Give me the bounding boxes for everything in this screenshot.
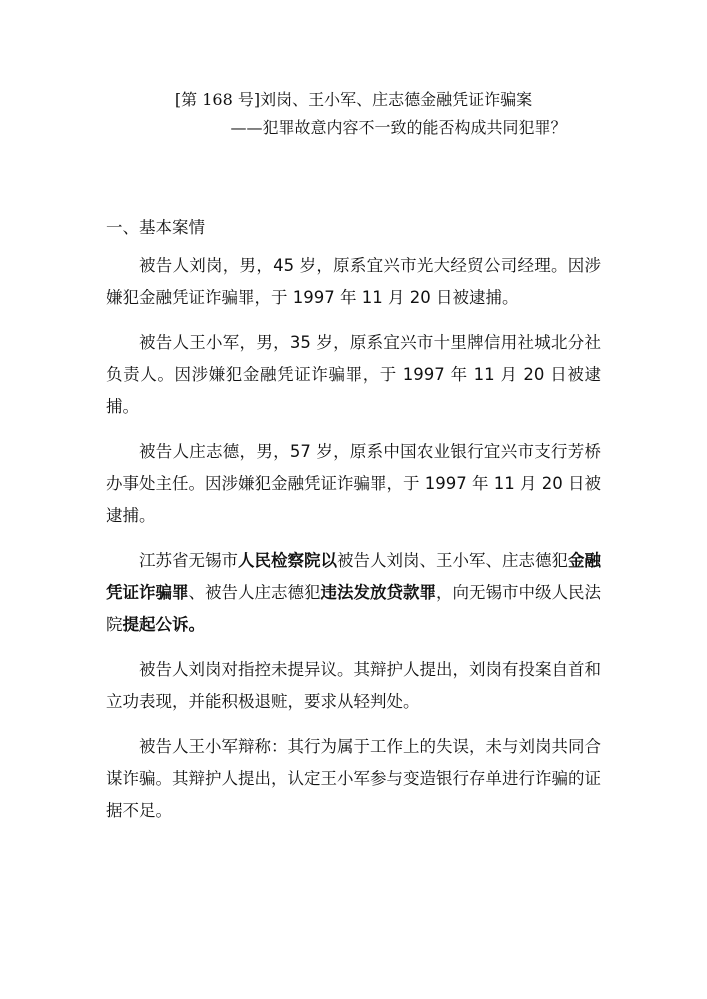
paragraph-wang-defense: 被告人王小军辩称：其行为属于工作上的失误，未与刘岗共同合谋诈骗。其辩护人提出，认定王小军参与变造银行存单进行诈骗的证据不足。 (106, 737, 601, 820)
indictment-text-2: 被告人刘岗、王小军、庄志德犯 (337, 551, 568, 570)
indictment-text-3: 、被告人庄志德犯 (188, 583, 321, 602)
paragraph-indictment (106, 545, 601, 641)
section-heading: 一、基本案情 (106, 218, 205, 237)
document-title: [第 168 号]刘岗、王小军、庄志德金融凭证诈骗案 (174, 90, 533, 109)
paragraph-defendant-liu: 被告人刘岗，男，45 岁，原系宜兴市光大经贸公司经理。因涉嫌犯金融凭证诈骗罪，于 1997 年 11 月 20 日被逮捕。 (106, 256, 601, 307)
indictment-text-1: 江苏省无锡市 (139, 551, 238, 570)
document-subtitle: ——犯罪故意内容不一致的能否构成共同犯罪？ (230, 118, 567, 137)
indictment-bold-procuratorate: 人民检察院以 (238, 551, 337, 570)
document-body (106, 212, 601, 840)
indictment-text-4: ，向无锡市中级人民法院 (106, 583, 601, 634)
paragraph-defendant-wang: 被告人王小军，男，35 岁，原系宜兴市十里牌信用社城北分社负责人。因涉嫌犯金融凭证诈骗罪，于 1997 年 11 月 20 日被逮捕。 (106, 333, 601, 416)
indictment-bold-charge-fraud: 金融凭证诈骗罪 (106, 551, 601, 602)
paragraph-defendant-zhuang: 被告人庄志德，男，57 岁，原系中国农业银行宜兴市支行芳桥办事处主任。因涉嫌犯金融凭证诈骗罪，于 1997 年 11 月 20 日被逮捕。 (106, 442, 601, 525)
indictment-bold-charge-loan: 违法发放贷款罪 (320, 583, 436, 602)
paragraph-liu-defense: 被告人刘岗对指控未提异议。其辩护人提出，刘岗有投案自首和立功表现，并能积极退赃，要求从轻判处。 (106, 660, 601, 711)
indictment-bold-prosecution: 提起公诉。 (122, 615, 205, 634)
